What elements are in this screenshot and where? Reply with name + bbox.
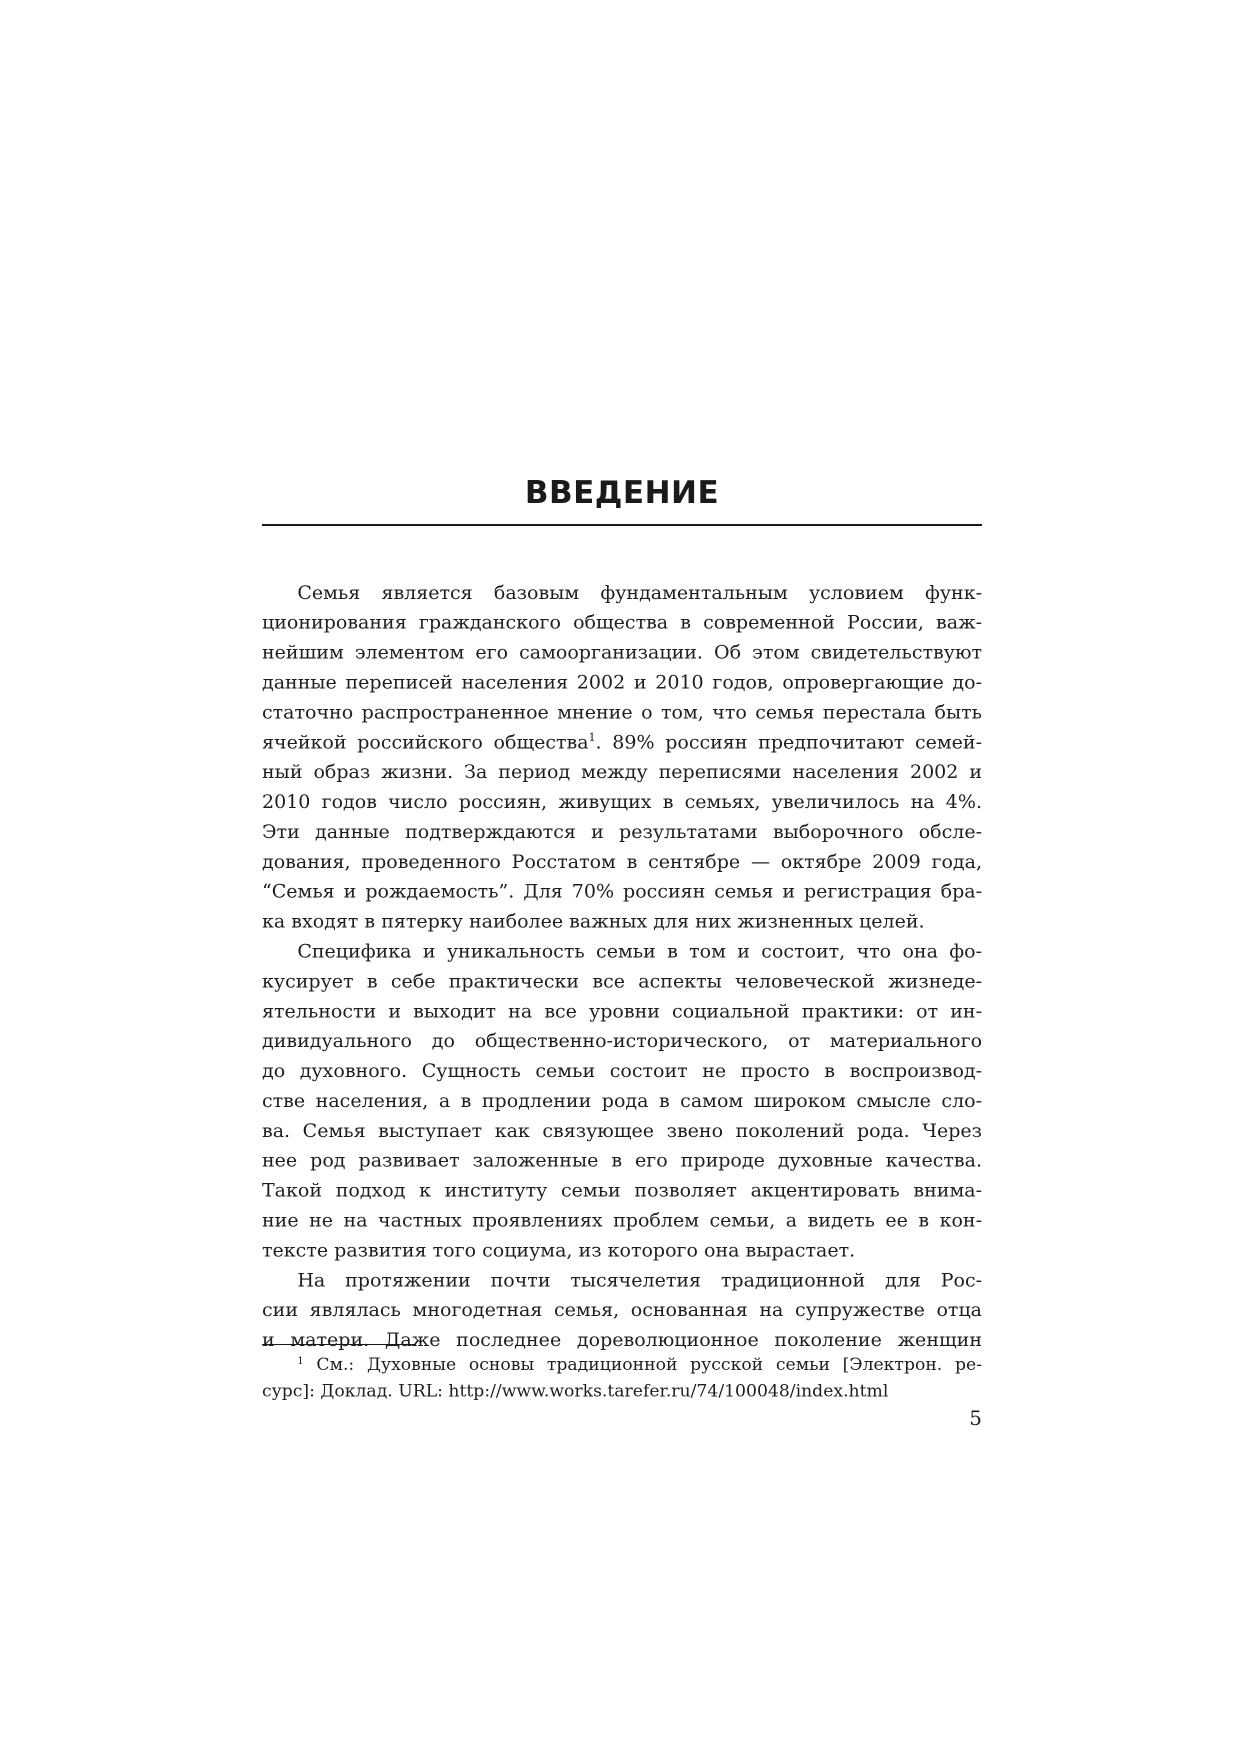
text-line: Эти данные подтверждаются и результатами выборочного обсле- bbox=[262, 820, 983, 843]
text-line: статочно распространенное мнение о том, что семья перестала быть bbox=[262, 701, 983, 723]
text-line: Семья является базовым фундаментальным условием функ- bbox=[297, 581, 983, 604]
footnote-text: См.: Духовные основы традиционной русской семьи [Электрон. ре- bbox=[316, 1354, 983, 1375]
text-line: ный образ жизни. За период между переписями населения 2002 и bbox=[262, 760, 983, 783]
chapter-title: ВВЕДЕНИЕ bbox=[524, 475, 720, 511]
text-line: Специфика и уникальность семьи в том и состоит, что она фо- bbox=[297, 940, 983, 963]
text-line: ционирования гражданского общества в современной России, важ- bbox=[262, 611, 983, 634]
text-line: до духовного. Сущность семьи состоит не просто в воспроизвод- bbox=[262, 1059, 983, 1082]
text-line: Такой подход к институту семьи позволяет акцентировать внима- bbox=[262, 1179, 983, 1202]
text-line: стве населения, а в продлении рода в самом широком смысле сло- bbox=[262, 1089, 983, 1112]
footnote-marker: 1 bbox=[297, 1354, 304, 1367]
text-line: ка входят в пятерку наиболее важных для них жизненных целей. bbox=[262, 910, 925, 933]
text-line: тексте развития того социума, из которого она вырастает. bbox=[262, 1239, 856, 1261]
text-line: ятельности и выходит на все уровни социальной практики: от ин- bbox=[262, 1000, 983, 1022]
text-line: нейшим элементом его самоорганизации. Об этом свидетельствуют bbox=[262, 641, 983, 664]
text-line-with-footnote bbox=[262, 727, 982, 757]
footnote-reference[interactable]: 1 bbox=[588, 731, 596, 744]
text-line: дивидуального до общественно-исторического, от материального bbox=[262, 1029, 983, 1052]
text-line: сии являлась многодетная семья, основанная на супружестве отца bbox=[262, 1298, 983, 1321]
footnote-line bbox=[262, 1352, 982, 1378]
text-line: данные переписей населения 2002 и 2010 годов, опровергающие до- bbox=[262, 671, 983, 694]
footnote bbox=[262, 1352, 982, 1405]
text-line: На протяжении почти тысячелетия традиционной для Рос- bbox=[297, 1269, 983, 1291]
text-line: 2010 годов число россиян, живущих в семьях, увеличилось на 4%. bbox=[262, 790, 983, 813]
text-line: “Семья и рождаемость”. Для 70% россиян семья и регистрация бра- bbox=[262, 880, 983, 903]
title-underline bbox=[262, 524, 982, 526]
text-fragment: ячейкой российского общества bbox=[262, 731, 589, 753]
footnote-line: сурс]: Доклад. URL: http://www.works.tarefer.ru/74/100048/index.html bbox=[262, 1380, 889, 1401]
page-number: 5 bbox=[969, 1406, 982, 1430]
text-line: нее род развивает заложенные в его природе духовные качества. bbox=[262, 1149, 983, 1172]
text-line: ние не на частных проявлениях проблем семьи, а видеть ее в кон- bbox=[262, 1209, 983, 1232]
text-line: ва. Семья выступает как связующее звено поколений рода. Через bbox=[262, 1119, 983, 1142]
text-line: кусирует в себе практически все аспекты человеческой жизнеде- bbox=[262, 970, 983, 992]
text-line: дования, проведенного Росстатом в сентябре — октябре 2009 года, bbox=[262, 850, 983, 873]
main-text bbox=[262, 578, 982, 1355]
footnote-separator bbox=[262, 1344, 416, 1345]
text-fragment: . 89% россиян предпочитают семей- bbox=[595, 731, 983, 753]
text-line: и матери. Даже последнее дореволюционное поколение женщин bbox=[262, 1328, 983, 1351]
